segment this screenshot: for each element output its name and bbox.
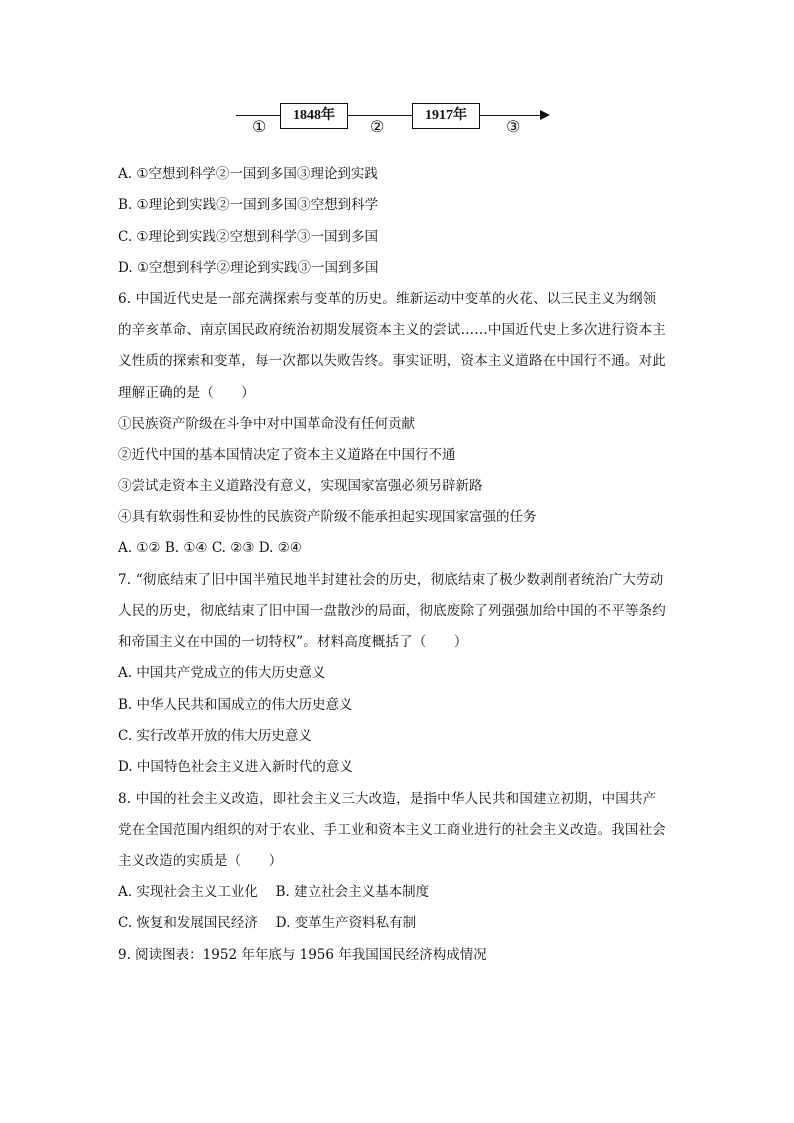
q8-stem-line-2: 党在全国范围内组织的对于农业、手工业和资本主义工商业进行的社会主义改造。我国社会 [118, 822, 666, 838]
q7-option-b: B. 中华人民共和国成立的伟大历史意义 [118, 697, 353, 713]
q7-option-c: C. 实行改革开放的伟大历史意义 [118, 728, 312, 744]
q5-option-d: D. ①空想到科学②理论到实践③一国到多国 [118, 260, 379, 276]
q5-option-c: C. ①理论到实践②空想到科学③一国到多国 [118, 229, 379, 245]
timeline-year-box-1848: 1848年 [280, 103, 348, 129]
q6-statement-4: ④具有软弱性和妥协性的民族资产阶级不能承担起实现国家富强的任务 [118, 509, 537, 525]
q6-statement-1: ①民族资产阶级在斗争中对中国革命没有任何贡献 [118, 416, 415, 432]
q8-options-row-2: C. 恢复和发展国民经济 D. 变革生产资料私有制 [118, 915, 417, 931]
q5-option-b: B. ①理论到实践②一国到多国③空想到科学 [118, 197, 379, 213]
timeline-year-box-1917: 1917年 [412, 103, 480, 129]
q6-stem-line-3: 义性质的探索和变革，每一次都以失败告终。事实证明，资本主义道路在中国行不通。对此 [118, 353, 666, 369]
q7-option-d: D. 中国特色社会主义进入新时代的意义 [118, 759, 353, 775]
q6-statement-2: ②近代中国的基本国情决定了资本主义道路在中国行不通 [118, 447, 456, 463]
q8-options-row-1: A. 实现社会主义工业化 B. 建立社会主义基本制度 [118, 884, 430, 900]
q6-stem-line-2: 的辛亥革命、南京国民政府统治初期发展资本主义的尝试……中国近代史上多次进行资本主 [118, 322, 666, 338]
q7-stem-line-2: 人民的历史，彻底结束了旧中国一盘散沙的局面，彻底废除了列强强加给中国的不平等条约 [118, 603, 666, 619]
q5-option-a: A. ①空想到科学②一国到多国③理论到实践 [118, 166, 378, 182]
timeline-mark-1: ① [252, 117, 267, 136]
timeline-diagram [236, 96, 556, 140]
timeline-mark-2: ② [370, 117, 385, 136]
timeline-mark-3: ③ [506, 117, 521, 136]
q6-stem-line-4: 理解正确的是（ ） [118, 385, 255, 401]
q6-statement-3: ③尝试走资本主义道路没有意义，实现国家富强必须另辟新路 [118, 478, 483, 494]
q7-option-a: A. 中国共产党成立的伟大历史意义 [118, 665, 326, 681]
timeline-arrowhead [540, 110, 550, 120]
q7-stem-line-3: 和帝国主义在中国的一切特权”。材料高度概括了（ ） [118, 634, 468, 650]
q8-stem-line-3: 主义改造的实质是（ ） [118, 853, 283, 869]
q8-stem-line-1: 8. 中国的社会主义改造，即社会主义三大改造，是指中华人民共和国建立初期，中国共产 [118, 791, 657, 807]
q6-options: A. ①② B. ①④ C. ②③ D. ②④ [118, 540, 302, 556]
q6-stem-line-1: 6. 中国近代史是一部充满探索与变革的历史。维新运动中变革的火花、以三民主义为纲领 [118, 291, 657, 307]
q9-stem: 9. 阅读图表：1952 年年底与 1956 年我国国民经济构成情况 [118, 947, 487, 963]
q7-stem-line-1: 7. “彻底结束了旧中国半殖民地半封建社会的历史，彻底结束了极少数剥削者统治广大劳动 [118, 572, 664, 588]
